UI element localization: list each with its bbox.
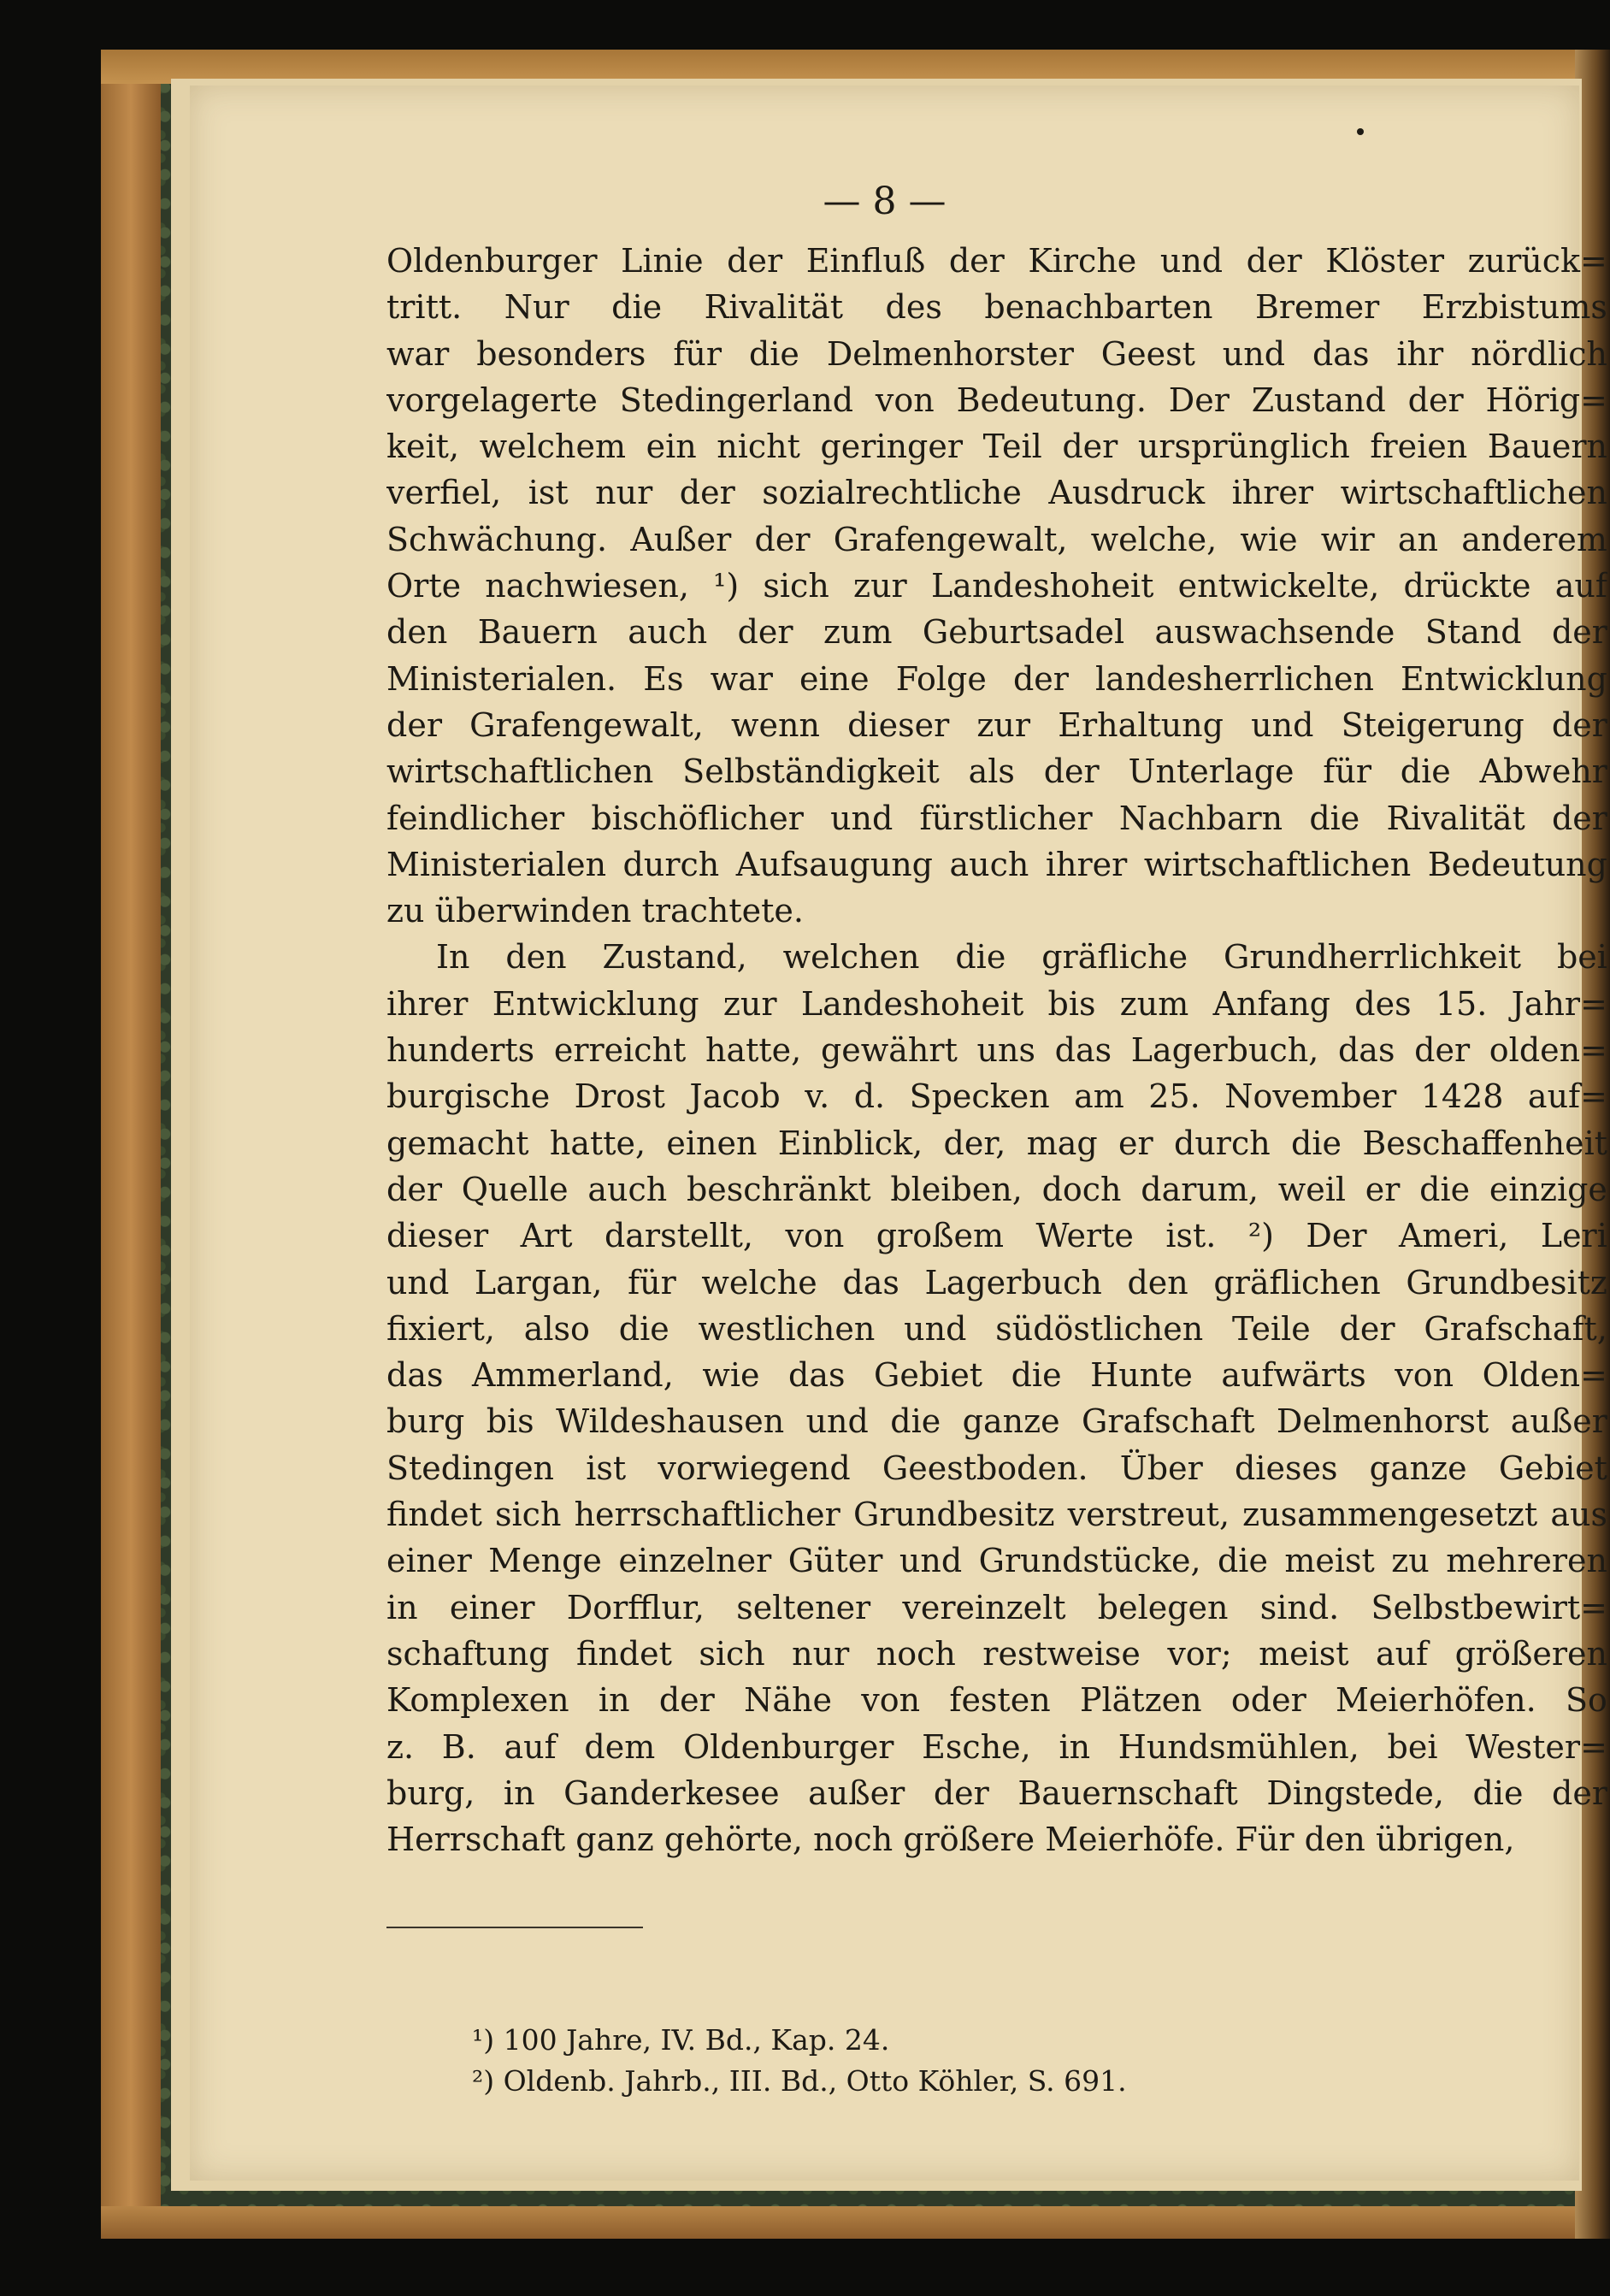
text-line: Herrschaft ganz gehörte, noch größere Meierhöfe. Für den übrigen, [386, 1821, 1515, 1859]
text-line: in einer Dorfflur, seltener vereinzelt belegen sind. Selbstbewirt= [386, 1588, 1607, 1626]
footnote-1: ¹) 100 Jahre, IV. Bd., Kap. 24. [472, 2023, 890, 2057]
text-line: Komplexen in der Nähe von festen Plätzen oder Meierhöfen. So [386, 1681, 1607, 1720]
text-line: der Grafengewalt, wenn dieser zur Erhaltung und Steigerung der [386, 705, 1607, 744]
footnote-2: ²) Oldenb. Jahrb., III. Bd., Otto Köhler, S. 691. [472, 2064, 1127, 2098]
text-line: der Quelle auch beschränkt bleiben, doch darum, weil er die einzige [386, 1170, 1607, 1208]
body-text [386, 238, 1607, 1862]
text-line: Ministerialen durch Aufsaugung auch ihrer wirtschaftlichen Bedeutung [386, 845, 1607, 883]
text-line: keit, welchem ein nicht geringer Teil der ursprünglich freien Bauern [386, 428, 1607, 466]
text-line: verfiel, ist nur der sozialrechtliche Ausdruck ihrer wirtschaftlichen [386, 474, 1607, 512]
text-line: burg bis Wildeshausen und die ganze Grafschaft Delmenhorst außer [386, 1402, 1607, 1441]
text-line: vorgelagerte Stedingerland von Bedeutung. Der Zustand der Hörig= [386, 381, 1607, 419]
cover-edge-left [101, 50, 161, 2239]
text-line: findet sich herrschaftlicher Grundbesitz verstreut, zusammengesetzt aus [386, 1496, 1607, 1534]
margin-dot [1357, 128, 1364, 135]
text-line: Schwächung. Außer der Grafengewalt, welche, wie wir an anderem [386, 520, 1607, 558]
text-line: war besonders für die Delmenhorster Geest und das ihr nördlich [386, 334, 1607, 373]
text-line: einer Menge einzelner Güter und Grundstücke, die meist zu mehreren [386, 1542, 1607, 1580]
cover-edge-bottom [101, 2206, 1610, 2239]
text-line: fixiert, also die westlichen und südöstlichen Teile der Grafschaft, [386, 1309, 1607, 1348]
text-line: den Bauern auch der zum Geburtsadel auswachsende Stand der [386, 613, 1607, 652]
text-line: tritt. Nur die Rivalität des benachbarten Bremer Erzbistums [386, 288, 1607, 327]
page-number: — 8 — [823, 180, 947, 223]
text-line: In den Zustand, welchen die gräfliche Grundherrlichkeit bei [436, 938, 1607, 977]
text-line: z. B. auf dem Oldenburger Esche, in Hundsmühlen, bei Wester= [386, 1727, 1607, 1766]
text-line: schaftung findet sich nur noch restweise vor; meist auf größeren [386, 1634, 1607, 1673]
text-line: gemacht hatte, einen Einblick, der, mag er durch die Beschaffenheit [386, 1124, 1607, 1162]
text-line: wirtschaftlichen Selbständigkeit als der Unterlage für die Abwehr [386, 753, 1607, 791]
text-line: dieser Art darstellt, von großem Werte ist. ²) Der Ameri, Leri [386, 1217, 1607, 1255]
text-line: feindlicher bischöflicher und fürstlicher Nachbarn die Rivalität der [386, 799, 1607, 837]
text-line: ihrer Entwicklung zur Landeshoheit bis zum Anfang des 15. Jahr= [386, 984, 1607, 1023]
footnotes [472, 2020, 1583, 2102]
text-line: burgische Drost Jacob v. d. Specken am 25. November 1428 auf= [386, 1077, 1607, 1116]
text-line: Stedingen ist vorwiegend Geestboden. Über dieses ganze Gebiet [386, 1449, 1607, 1487]
book-page [190, 86, 1607, 2181]
text-line: und Largan, für welche das Lagerbuch den gräflichen Grundbesitz [386, 1263, 1607, 1301]
text-line: hunderts erreicht hatte, gewährt uns das Lagerbuch, das der olden= [386, 1031, 1607, 1070]
text-line: Orte nachwiesen, ¹) sich zur Landeshoheit entwickelte, drückte auf [386, 567, 1607, 605]
text-line: das Ammerland, wie das Gebiet die Hunte aufwärts von Olden= [386, 1356, 1607, 1395]
text-line: Ministerialen. Es war eine Folge der landesherrlichen Entwicklung [386, 659, 1607, 698]
footnote-rule [386, 1927, 643, 1928]
text-line: burg, in Ganderkesee außer der Bauernschaft Dingstede, die der [386, 1774, 1607, 1812]
text-line: zu überwinden trachtete. [386, 892, 804, 930]
text-line: Oldenburger Linie der Einfluß der Kirche und der Klöster zurück= [386, 242, 1607, 280]
